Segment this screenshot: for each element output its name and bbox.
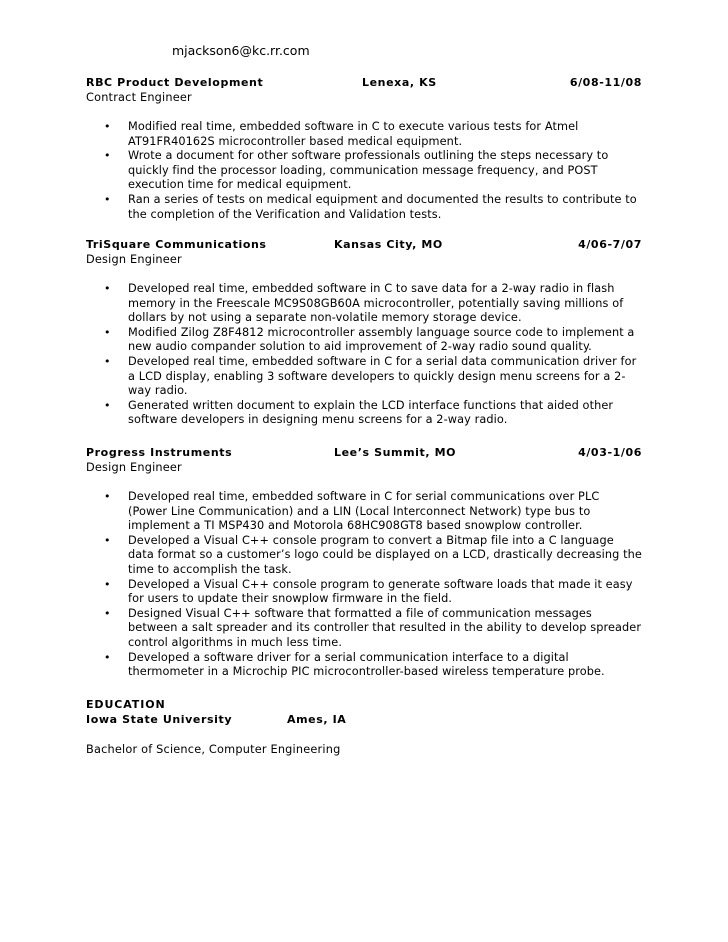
education-location: Ames, IA (287, 713, 347, 726)
job-title: Design Engineer (86, 253, 182, 266)
job-bullet: • Developed real time, embedded software in C to save data for a 2-way radio in flash memory in the Freescale MC9S08GB60A microcontroller, potentially saving millions of dollars by not using a separate non-volatile memory storage device. (104, 282, 624, 325)
job-bullet: • Developed a software driver for a serial communication interface to a digital thermometer in a Microchip PIC microcontroller-based wireless temperature probe. (104, 650, 605, 679)
job-dates: 4/06-7/07 (578, 238, 642, 251)
job-location: Kansas City, MO (334, 238, 443, 251)
job-bullet: • Developed real time, embedded software in C for serial communications over PLC (Power Line Communication) and a LIN (Local Interconnect Network) type bus to implement a TI MSP430 and Motorola 68HC908GT8 based snowplow controller. (104, 490, 600, 533)
job-company: TriSquare Communications (86, 238, 267, 251)
job-entry-progress (86, 445, 642, 680)
job-bullet: • Modified real time, embedded software in C to execute various tests for Atmel AT91FR40162S microcontroller based medical equipment. (104, 120, 579, 148)
job-bullet: • Developed a Visual C++ console program to generate software loads that made it easy for users to update their snowplow firmware in the field. (104, 577, 633, 606)
job-bullet: • Designed Visual C++ software that formatted a file of communication messages between a salt spreader and its controller that resulted in the ability to develop spreader control algorithms in much less time. (104, 606, 642, 649)
job-location: Lenexa, KS (362, 76, 437, 89)
job-entry-rbc (86, 75, 642, 222)
job-dates: 6/08-11/08 (569, 76, 642, 89)
job-bullet-list (86, 282, 642, 428)
job-bullet: • Generated written document to explain the LCD interface functions that aided other software developers in designing menu screens for a 2-way radio. (104, 398, 614, 427)
job-entry-trisquare (86, 237, 642, 428)
bullet-icon: • (104, 354, 111, 368)
bullet-icon: • (104, 282, 111, 295)
job-bullet-list (86, 120, 642, 222)
bullet-icon: • (104, 650, 111, 664)
bullet-icon: • (104, 325, 111, 339)
job-bullet: • Developed real time, embedded software in C for a serial data communication driver for a LCD display, enabling 3 software developers to quickly design menu screens for a 2-way radio. (104, 354, 637, 398)
education-section (86, 697, 642, 757)
job-company: RBC Product Development (86, 76, 264, 89)
job-header (86, 445, 642, 460)
bullet-icon: • (104, 606, 111, 620)
bullet-icon: • (104, 577, 111, 591)
job-location: Lee’s Summit, MO (334, 446, 457, 459)
job-header (86, 237, 642, 252)
contact-email: mjackson6@kc.rr.com (172, 43, 310, 58)
job-dates: 4/03-1/06 (578, 446, 642, 459)
job-bullet-list (86, 490, 642, 680)
bullet-icon: • (104, 192, 111, 206)
job-company: Progress Instruments (86, 446, 233, 459)
job-bullet: • Modified Zilog Z8F4812 microcontroller assembly language source code to implement a new audio compander solution to aid improvement of 2-way radio sound quality. (104, 325, 635, 354)
job-bullet: • Developed a Visual C++ console program to convert a Bitmap file into a C language data format so a customer’s logo could be displayed on a LCD, drastically decreasing the time to accomplish the task. (104, 533, 642, 576)
education-degree: Bachelor of Science, Computer Engineering (86, 743, 341, 756)
education-school: Iowa State University (86, 713, 233, 726)
bullet-icon: • (104, 398, 111, 412)
education-heading: EDUCATION (86, 698, 166, 711)
education-school-row (86, 712, 642, 727)
job-header (86, 75, 642, 90)
bullet-icon: • (104, 533, 111, 547)
bullet-icon: • (104, 149, 111, 163)
job-bullet: • Wrote a document for other software professionals outlining the steps necessary to quickly find the processor loading, communication message frequency, and POST execution time for medical equipment. (104, 149, 609, 192)
bullet-icon: • (104, 490, 111, 503)
job-title: Design Engineer (86, 461, 182, 474)
job-bullet: • Ran a series of tests on medical equipment and documented the results to contribute to the completion of the Verification and Validation tests. (104, 192, 637, 221)
job-title: Contract Engineer (86, 91, 192, 104)
bullet-icon: • (104, 120, 111, 133)
